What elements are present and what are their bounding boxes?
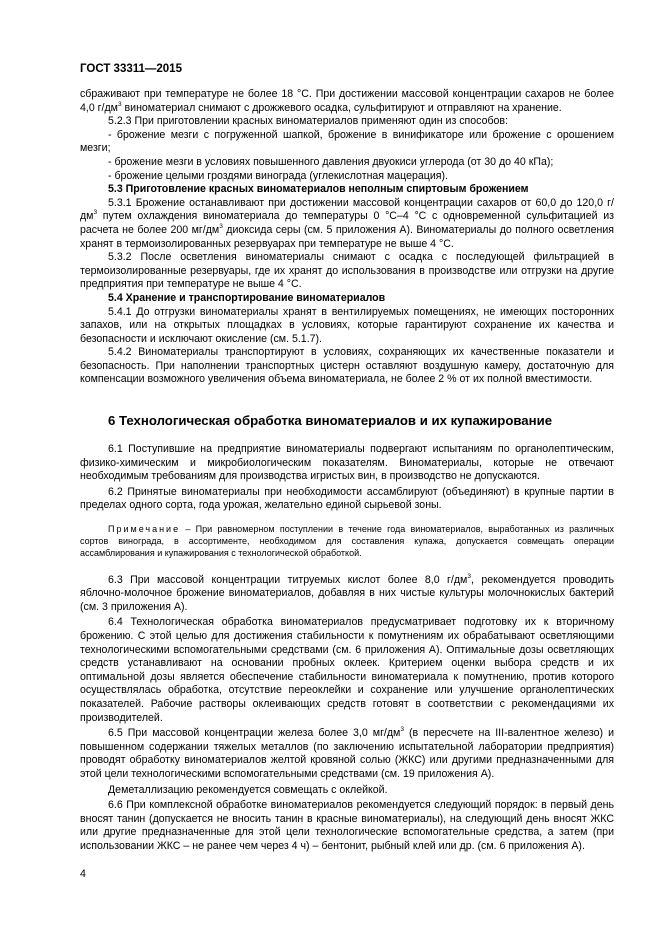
paragraph-demetallization: Деметаллизацию рекомендуется совмещать с оклейкой. <box>108 783 388 796</box>
paragraph-6-1: 6.1 Поступившие на предприятие виноматериалы подвергают испытаниям по органолептическим, физико-химическим и микробиологическим показателям. Виноматериалы, которые не отвечают необходимым требованиям для производства игристых вин, в производство не допускаются. <box>80 443 614 483</box>
body-text <box>80 88 614 856</box>
standard-header: ГОСТ 33311—2015 <box>80 63 182 75</box>
list-item: - брожение целыми гроздями винограда (углекислотная мацерация). <box>108 169 448 182</box>
heading-5-3: 5.3 Приготовление красных виноматериалов неполным спиртовым брожением <box>108 183 529 196</box>
paragraph-6-5: 6.5 При массовой концентрации железа более 3,0 $мг/дм^3$ (в пересчете на III-валентное железо) и повышенном содержании тяжелых металлов (по заключению испытательной лаборатории предприятия) проводят обработку виноматериалов желтой кровяной солью (ЖКС) или другими предназначенными для этой цели технологическими вспомогательными средствами (см. 19 приложения А). <box>80 726 614 780</box>
page-number: 4 <box>80 868 86 880</box>
section-6 <box>80 443 614 853</box>
paragraph-5-3-1: 5.3.1 Брожение останавливают при достижении массовой концентрации сахаров от 60,0 до 120,0 $г/дм^3$ путем охлаждения виноматериала до температуры 0 °С–4 °С с одновременной сульфитацией из расчета не более 200 $мг/дм^3$ диоксида серы (см. 5 приложения А). Виноматериалы до полного осветления хранят в термоизолированных резервуарах при температуре не выше 4 °С. <box>80 196 614 250</box>
paragraph-6-3: 6.3 При массовой концентрации титруемых кислот более 8,0 $г/дм^3$, рекомендуется проводить яблочно-молочное брожение виноматериалов, добавляя в них чистые культуры молочнокислых бактерий (см. 3 приложения А). <box>80 572 615 613</box>
list-item: - брожение мезги в условиях повышенного давления двуокиси углерода (от 30 до 40 кПа); <box>108 155 554 168</box>
paragraph-6-6: 6.6 При комплексной обработке виноматериалов рекомендуется следующий порядок: в первый день вносят танин (допускается не вносить танин в красные виноматериалы), на следующий день вносят ЖКС или другие предназначенные для этой цели технологические вспомогательные средства, а затем (при использовании ЖКС – не ранее чем через 4 ч) – бентонит, рыбный клей или др. (см. 6 приложения А). <box>80 799 614 852</box>
paragraph-5-3-2: 5.3.2 После осветления виноматериалы снимают с осадка с последующей фильтрацией в термоизолированные резервуары, где их хранят до использования в производстве или отгрузки на другие предприятия при температуре не выше 4 °С. <box>80 251 614 291</box>
note: Примечание – При равномерном поступлении в течение года виноматериалов, выработанных из различных сортов винограда, в ассортименте, необходимом для составления купажа, допускается совмещать операции ассамблирования и купажирования с технологической обработкой. <box>80 524 614 559</box>
paragraph-5-2-3: 5.2.3 При приготовлении красных виноматериалов применяют один из способов: <box>108 115 509 128</box>
paragraph-6-2: 6.2 Принятые виноматериалы при необходимости ассамблируют (объединяют) в крупные партии в пределах одного сорта, года урожая, желательно единой сырьевой зоны. <box>80 485 614 512</box>
section-6-heading: 6 Технологическая обработка виноматериалов и их купажирование <box>108 413 553 429</box>
note-title: Примечание <box>108 524 181 535</box>
paragraph-5-4-2: 5.4.2 Виноматериалы транспортируют в условиях, сохраняющих их качественные показатели и безопасность. При наполнении транспортных цистерн оставляют воздушную камеру, достаточную для компенсации возможного увеличения объема виноматериала, не более 2 % от их полной вместимости. <box>80 346 614 386</box>
heading-5-4: 5.4 Хранение и транспортирование виноматериалов <box>108 291 386 304</box>
list-item: - брожение мезги с погруженной шапкой, брожение в винификаторе или брожение с орошением мезги; <box>80 128 614 155</box>
paragraph-6-4: 6.4 Технологическая обработка виноматериалов предусматривает подготовку их к вторичному брожению. С этой целью для достижения стабильности к помутнениям их обрабатывают осветляющими технологическими вспомогательными средствами (см. 6 приложения А). Оптимальные дозы осветляющих средств устанавливают на основании пробных оклеек. Критерием оценки выбора средств и их оптимальной дозы является обеспечение стабильности виноматериала к помутнению, против которого осуществлялась обработка, отсутствие переоклейки и сохранение или улучшение органолептических показателей. Рабочие растворы оклеивающих средств готовят в соответствии с рекомендациями их производителей. <box>80 616 614 724</box>
paragraph-5-4-1: 5.4.1 До отгрузки виноматериалы хранят в вентилируемых помещениях, не имеющих посторонних запахов, или на открытых площадках в условиях, которые гарантируют сохранение их качества и безопасности и исключают окисление (см. 5.1.7). <box>80 305 614 345</box>
paragraph: сбраживают при температуре не более 18 °С. При достижении массовой концентрации сахаров не более 4,0 $г/дм^3$ виноматериал снимают с дрожжевого осадка, сульфитируют и отправляют на хранение. <box>80 88 614 114</box>
